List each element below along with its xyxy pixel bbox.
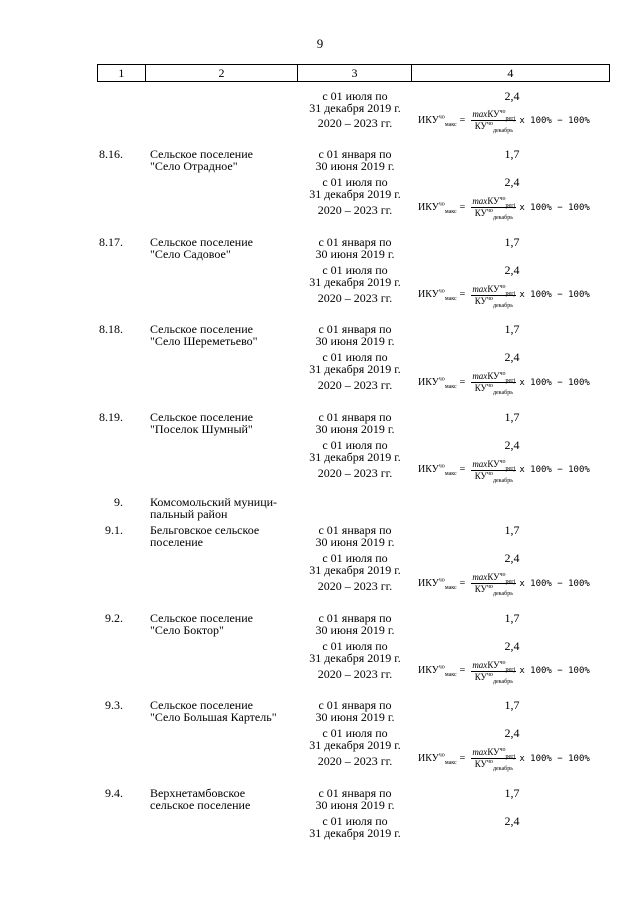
row-8-19-period-1: с 01 января по 30 июня 2019 г.	[315, 409, 395, 436]
header-col-2: 2	[146, 65, 298, 81]
row-8-16-period-3: 2020 – 2023 гг.	[317, 203, 393, 217]
row-9-1-period-1: с 01 января по 30 июня 2019 г.	[315, 523, 395, 549]
row-8-17-period-1: с 01 января по 30 июня 2019 г.	[315, 234, 395, 261]
section-name: Комсомольский муници- пальный район	[150, 495, 278, 521]
row-9-4-period-2: с 01 июля по 31 декабря 2019 г.	[309, 814, 401, 840]
formula	[418, 572, 590, 597]
row-9-4-num: 9.4.	[105, 786, 123, 800]
formula-lhs: $ИКУ^{чо}_{макс}$	[418, 752, 457, 766]
row-8-17-period-3: 2020 – 2023 гг.	[317, 290, 393, 305]
row-8-18-name: Сельское поселение "Село Шереметьево"	[150, 322, 258, 348]
row-9-2-period-2: с 01 июля по 31 декабря 2019 г.	[309, 638, 401, 665]
row-9-1-num: 9.1.	[105, 523, 123, 537]
formula-lhs: $ИКУ^{чо}_{макс}$	[418, 376, 457, 390]
row-8-16-value-1: 1,7	[504, 147, 520, 161]
table-header	[97, 64, 610, 82]
row-8-18-period-2: с 01 июля по 31 декабря 2019 г.	[309, 350, 401, 376]
formula-lhs: $ИКУ^{чо}_{макс}$	[418, 114, 457, 128]
formula	[418, 283, 590, 309]
formula-eq: =	[459, 464, 466, 475]
period-long: 2020 – 2023 гг.	[317, 116, 393, 130]
row-9-4-value-1: 1,7	[504, 786, 520, 800]
formula-eq: =	[459, 577, 466, 589]
header-col-4: 4	[507, 66, 514, 80]
formula-tail: x 100% − 100%	[519, 377, 590, 388]
formula-lhs: $ИКУ^{чо}_{макс}$	[418, 201, 457, 215]
formula-eq: =	[459, 376, 466, 388]
row-8-19-period-3: 2020 – 2023 гг.	[317, 465, 393, 480]
row-8-17-period-2: с 01 июля по 31 декабря 2019 г.	[309, 262, 401, 289]
row-8-19-value-2: 2,4	[504, 437, 520, 452]
row-8-18-num: 8.18.	[99, 322, 123, 336]
formula-tail: x 100% − 100%	[519, 202, 590, 213]
row-9-4-period-1: с 01 января по 30 июня 2019 г.	[315, 786, 395, 812]
formula-fraction: $\frac{\max КУ^{чо}_{регj}}{КУ^{чо}_{декабрь}}$	[472, 196, 516, 221]
row-9-3-period-1: с 01 января по 30 июня 2019 г.	[315, 698, 395, 724]
row-9-2-name: Сельское поселение "Село Боктор"	[150, 610, 253, 637]
row-8-19-value-1: 1,7	[504, 409, 520, 424]
section-num: 9.	[114, 495, 123, 509]
row-9-1-period-2: с 01 июля по 31 декабря 2019 г.	[309, 551, 401, 577]
row-8-18-value-1: 1,7	[504, 322, 520, 336]
header-col-1: 1	[98, 65, 146, 81]
formula-tail: x 100% − 100%	[519, 115, 590, 126]
formula-fraction: $\frac{\max КУ^{чо}_{регj}}{КУ^{чо}_{декабрь}}$	[472, 659, 516, 685]
row-9-3-value-2: 2,4	[504, 726, 520, 740]
row-8-18-period-3: 2020 – 2023 гг.	[317, 378, 393, 392]
formula-fraction: $\frac{\max КУ^{чо}_{регj}}{КУ^{чо}_{декабрь}}$	[472, 109, 516, 134]
row-8-18-period-1: с 01 января по 30 июня 2019 г.	[315, 322, 395, 348]
row-8-16-value-2: 2,4	[504, 175, 520, 189]
row-9-3-name: Сельское поселение "Село Большая Картель"	[150, 698, 277, 724]
row-9-4-value-2: 2,4	[504, 814, 520, 828]
value: 2,4	[504, 89, 520, 103]
formula-fraction: $\frac{\max КУ^{чо}_{регj}}{КУ^{чо}_{декабрь}}$	[472, 572, 516, 597]
row-8-19-name: Сельское поселение "Поселок Шумный"	[150, 409, 253, 436]
period-jul: с 01 июля по 31 декабря 2019 г.	[309, 89, 401, 115]
row-8-16-period-1: с 01 января по 30 июня 2019 г.	[315, 147, 395, 173]
row-8-16-name: Сельское поселение "Село Отрадное"	[150, 147, 253, 173]
row-8-16-period-2: с 01 июля по 31 декабря 2019 г.	[309, 175, 401, 201]
formula-tail: x 100% − 100%	[519, 465, 590, 475]
row-9-3-value-1: 1,7	[504, 698, 520, 712]
row-9-2-period-1: с 01 января по 30 июня 2019 г.	[315, 610, 395, 637]
row-9-1-value-1: 1,7	[504, 523, 520, 537]
row-9-3-period-2: с 01 июля по 31 декабря 2019 г.	[309, 726, 401, 752]
formula-tail: x 100% − 100%	[519, 666, 590, 676]
formula-fraction: $\frac{\max КУ^{чо}_{регj}}{КУ^{чо}_{декабрь}}$	[472, 458, 516, 484]
formula-lhs: $ИКУ^{чо}_{макс}$	[418, 463, 457, 477]
formula-eq: =	[459, 752, 466, 764]
page-number: 9	[316, 36, 324, 51]
formula	[418, 458, 590, 484]
formula-fraction: $\frac{\max КУ^{чо}_{регj}}{КУ^{чо}_{декабрь}}$	[472, 283, 516, 309]
formula-eq: =	[459, 665, 466, 676]
row-9-2-period-3: 2020 – 2023 гг.	[317, 666, 393, 681]
row-9-4-name: Верхнетамбовское сельское поселение	[150, 786, 251, 812]
row-8-18-value-2: 2,4	[504, 350, 520, 364]
row-8-16-num: 8.16.	[99, 147, 123, 161]
formula-fraction: $\frac{\max КУ^{чо}_{регj}}{КУ^{чо}_{декабрь}}$	[472, 371, 516, 396]
formula-lhs: $ИКУ^{чо}_{макс}$	[418, 664, 457, 678]
formula-tail: x 100% − 100%	[519, 290, 590, 300]
formula	[418, 747, 590, 772]
row-9-2-value-1: 1,7	[504, 610, 520, 625]
formula-lhs: $ИКУ^{чо}_{макс}$	[418, 577, 457, 591]
row-8-17-num: 8.17.	[99, 234, 123, 249]
row-9-1-value-2: 2,4	[504, 551, 520, 565]
row-8-17-value-1: 1,7	[504, 234, 520, 249]
formula	[418, 109, 590, 134]
formula	[418, 659, 590, 685]
row-9-2-num: 9.2.	[105, 610, 123, 625]
formula-tail: x 100% − 100%	[519, 753, 590, 764]
formula-eq: =	[459, 201, 466, 213]
row-8-17-name: Сельское поселение "Село Садовое"	[150, 234, 253, 261]
formula-eq: =	[459, 114, 466, 126]
row-9-3-period-3: 2020 – 2023 гг.	[317, 754, 393, 768]
row-8-19-period-2: с 01 июля по 31 декабря 2019 г.	[309, 437, 401, 464]
formula	[418, 371, 590, 396]
formula	[418, 196, 590, 221]
header-col-3: 3	[298, 65, 412, 81]
row-9-1-period-3: 2020 – 2023 гг.	[317, 579, 393, 593]
row-9-1-name: Бельговское сельское поселение	[150, 523, 260, 549]
formula-eq: =	[459, 289, 466, 300]
row-9-3-num: 9.3.	[105, 698, 123, 712]
row-8-17-value-2: 2,4	[504, 262, 520, 277]
formula-lhs: $ИКУ^{чо}_{макс}$	[418, 288, 457, 302]
formula-tail: x 100% − 100%	[519, 578, 590, 589]
row-9-2-value-2: 2,4	[504, 638, 520, 653]
row-8-19-num: 8.19.	[99, 409, 123, 424]
formula-fraction: $\frac{\max КУ^{чо}_{регj}}{КУ^{чо}_{декабрь}}$	[472, 747, 516, 772]
